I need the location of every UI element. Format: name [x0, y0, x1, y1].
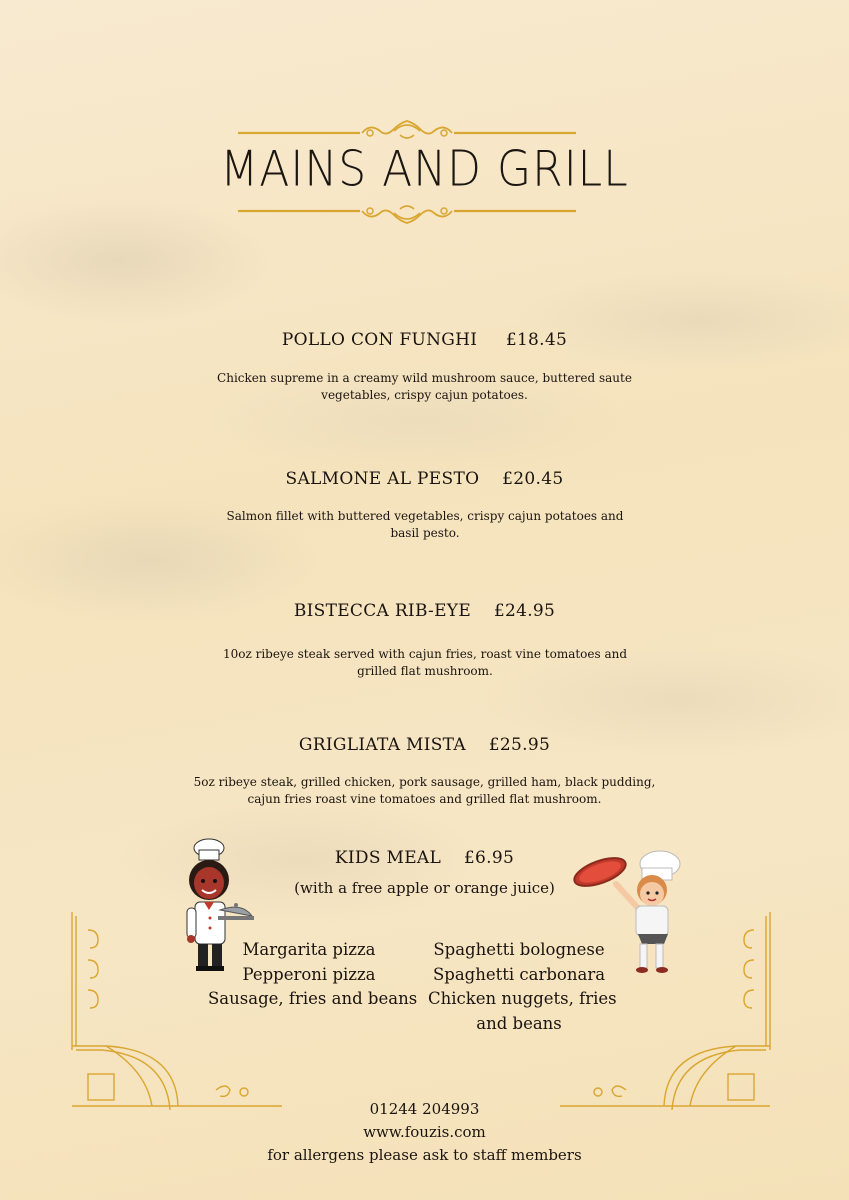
menu-item-price: £24.95	[493, 601, 556, 621]
kids-meal-note: (with a free apple or orange juice)	[294, 879, 555, 897]
list-item: Chicken nuggets, fries	[428, 989, 617, 1008]
menu-item-price: £20.45	[502, 469, 564, 489]
footer-website[interactable]: www.fouzis.com	[363, 1123, 486, 1141]
kids-meal-name: KIDS MEAL	[334, 848, 442, 868]
list-item: and beans	[476, 1013, 562, 1033]
menu-item-name: GRIGLIATA MISTA	[298, 735, 466, 755]
list-item: Spaghetti bolognese	[433, 940, 605, 959]
menu-item-description: 10oz ribeye steak served with cajun fries, roast vine tomatoes and grilled flat mushroom.	[222, 647, 628, 678]
page-title: MAINS AND GRILL	[220, 140, 629, 199]
kids-meal-heading	[0, 848, 849, 868]
menu-item-description: Chicken supreme in a creamy wild mushroom sauce, buttered saute vegetables, crispy cajun potatoes.	[217, 371, 632, 402]
list-item: Pepperoni pizza	[242, 964, 376, 984]
menu-item-heading	[0, 735, 849, 755]
menu-item-description: 5oz ribeye steak, grilled chicken, pork sausage, grilled ham, black pudding, cajun fries roast vine tomatoes and grilled flat mushroom.	[193, 775, 656, 806]
menu-item-name: BISTECCA RIB-EYE	[293, 601, 472, 621]
left-corner-frame-icon	[66, 910, 286, 1120]
footer-allergen-note: for allergens please ask to staff members	[267, 1146, 582, 1164]
kids-meal-price: £6.95	[463, 848, 515, 868]
list-item: Sausage, fries and beans	[208, 989, 418, 1008]
menu-item-heading	[0, 469, 849, 489]
menu-item-name: SALMONE AL PESTO	[285, 469, 480, 489]
list-item: Margarita pizza	[242, 940, 376, 959]
menu-item-heading	[0, 330, 849, 350]
menu-item-heading	[0, 601, 849, 621]
menu-item-name: POLLO CON FUNGHI	[281, 330, 478, 350]
menu-item-description: Salmon fillet with buttered vegetables, crispy cajun potatoes and basil pesto.	[226, 509, 624, 540]
list-item: Spaghetti carbonara	[432, 964, 606, 984]
bottom-ornament-icon	[234, 199, 580, 225]
menu-item-price: £18.45	[505, 330, 568, 350]
right-corner-frame-icon	[556, 910, 776, 1120]
footer-phone: 01244 204993	[369, 1100, 480, 1118]
menu-item-price: £25.95	[488, 735, 551, 755]
